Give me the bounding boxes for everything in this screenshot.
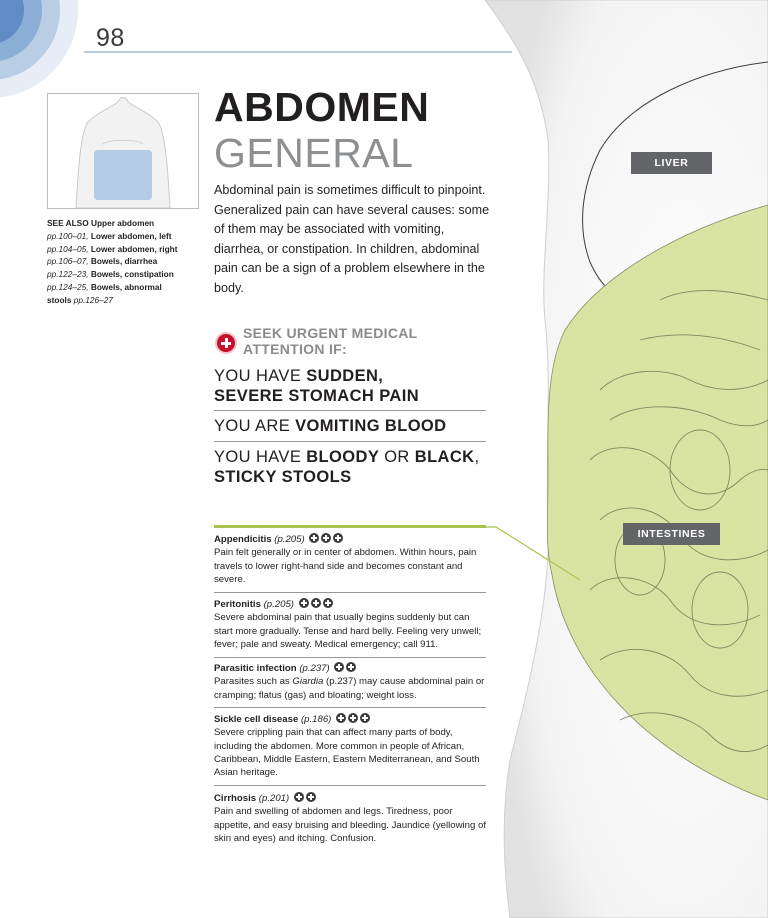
- urgent-condition-text: OR: [379, 448, 415, 466]
- section-accent-rule: [214, 525, 486, 528]
- condition-name[interactable]: Peritonitis: [214, 599, 261, 610]
- divider: [214, 441, 486, 442]
- severity-plus-icon: [311, 598, 321, 608]
- condition-entry: [214, 662, 486, 702]
- urgent-heading-line: SEEK URGENT MEDICAL: [243, 325, 418, 341]
- urgent-condition: [214, 366, 486, 406]
- condition-page-ref[interactable]: (p.201): [258, 793, 290, 804]
- divider: [214, 785, 486, 786]
- corner-tab: [0, 0, 98, 98]
- condition-description: Pain felt generally or in center of abdomen. Within hours, pain travels to lower right-hand side and becomes constant and severe.: [214, 547, 477, 585]
- urgent-condition-text: YOU ARE: [214, 417, 296, 435]
- medical-cross-icon: [215, 332, 237, 354]
- severity-plus-icon: [299, 598, 309, 608]
- see-also-ref[interactable]: pp.104–05,: [47, 243, 89, 254]
- divider: [214, 592, 486, 593]
- see-also-item[interactable]: Bowels, diarrhea: [90, 256, 158, 267]
- see-also-item[interactable]: Bowels, constipation: [90, 269, 174, 280]
- urgent-condition: [214, 416, 486, 436]
- divider: [214, 410, 486, 411]
- condition-page-ref[interactable]: (p.237): [299, 663, 330, 674]
- severity-plus-icon: [348, 713, 358, 723]
- divider: [214, 657, 486, 658]
- severity-plus-icon: [321, 533, 331, 543]
- see-also-lead: SEE ALSO: [47, 218, 89, 228]
- urgent-condition-emphasis: SEVERE STOMACH PAIN: [214, 387, 420, 405]
- severity-plus-icon: [346, 662, 356, 672]
- divider: [214, 707, 486, 708]
- urgent-condition-emphasis: SUDDEN,: [306, 367, 384, 385]
- urgent-condition: [214, 447, 486, 487]
- see-also-ref[interactable]: pp.122–23,: [47, 269, 89, 280]
- condition-description: Severe crippling pain that can affect many parts of body, including the abdomen. More common in people of African, Caribbean, Middle Eastern, Eastern Mediterranean, and South Asian heritage.: [214, 727, 480, 779]
- condition-name[interactable]: Parasitic infection: [214, 663, 297, 674]
- severity-plus-icon: [294, 792, 304, 802]
- condition-entry: [214, 598, 486, 651]
- see-also-list: [47, 217, 207, 307]
- condition-name[interactable]: Cirrhosis: [214, 793, 257, 804]
- urgent-condition-emphasis: VOMITING BLOOD: [295, 417, 447, 435]
- liver-label: LIVER: [631, 152, 712, 174]
- condition-page-ref[interactable]: (p.205): [274, 534, 305, 545]
- severity-plus-icon: [323, 598, 333, 608]
- see-also-ref[interactable]: pp.124–25,: [47, 281, 89, 292]
- severity-plus-icon: [334, 662, 344, 672]
- condition-name[interactable]: Sickle cell disease: [214, 714, 299, 725]
- condition-description: Pain and swelling of abdomen and legs. Tiredness, poor appetite, and easy bruising and bleeding. Jaundice (yellowing of skin and eyes) and itching. Confusion.: [214, 806, 487, 844]
- condition-description: Severe abdominal pain that usually begins suddenly but can start more gradually. Tense and hard belly. Feeling very unwell; fever; pale and sweaty. Medical emergency; call 911.: [214, 612, 482, 650]
- see-also-item[interactable]: stools: [47, 294, 72, 305]
- body-thumbnail: [47, 93, 199, 209]
- severity-plus-icon: [336, 713, 346, 723]
- intestines-label: INTESTINES: [623, 523, 720, 545]
- page-title: ABDOMEN: [214, 84, 430, 130]
- severity-plus-icon: [333, 533, 343, 543]
- condition-entry: [214, 713, 486, 779]
- see-also-ref[interactable]: pp.100–01,: [47, 230, 89, 241]
- urgent-heading: [243, 326, 463, 357]
- urgent-condition-text: ,: [474, 448, 480, 466]
- see-also-item[interactable]: Bowels, abnormal: [90, 281, 162, 292]
- condition-description: Parasites such as Giardia (p.237) may cause abdominal pain or cramping; flatus (gas) and bloating; weight loss.: [214, 676, 485, 701]
- urgent-condition-emphasis: BLACK: [414, 448, 475, 466]
- condition-page-ref[interactable]: (p.205): [263, 599, 294, 610]
- page-subtitle: GENERAL: [214, 130, 414, 176]
- page-number: 98: [96, 24, 125, 52]
- torso-thumbnail-icon: [48, 94, 198, 208]
- see-also-item[interactable]: Lower abdomen, left: [90, 230, 172, 241]
- urgent-condition-text: YOU HAVE: [214, 448, 307, 466]
- urgent-condition-emphasis: BLOODY: [306, 448, 380, 466]
- intro-paragraph: Abdominal pain is sometimes difficult to pinpoint. Generalized pain can have several causes: some of them may be associated with vomiting, diarrhea, or constipation. In children, abdominal pain can be a sign of a problem elsewhere in the body.: [214, 183, 490, 295]
- severity-plus-icon: [306, 792, 316, 802]
- condition-description-italic: Giardia: [292, 676, 324, 688]
- urgent-condition-emphasis: STICKY STOOLS: [214, 468, 352, 486]
- condition-name[interactable]: Appendicitis: [214, 534, 272, 545]
- condition-page-ref[interactable]: (p.186): [300, 714, 332, 725]
- condition-entry: [214, 792, 486, 845]
- urgent-heading-line: ATTENTION IF:: [243, 340, 347, 357]
- see-also-item[interactable]: Lower abdomen, right: [90, 243, 178, 254]
- severity-plus-icon: [360, 713, 370, 723]
- urgent-condition-text: YOU HAVE: [214, 367, 307, 385]
- see-also-item[interactable]: Upper abdomen: [90, 218, 155, 228]
- severity-plus-icon: [309, 533, 319, 543]
- condition-entry: [214, 533, 486, 586]
- see-also-ref[interactable]: pp.106–07,: [47, 256, 89, 267]
- see-also-ref[interactable]: pp.126–27: [73, 294, 113, 305]
